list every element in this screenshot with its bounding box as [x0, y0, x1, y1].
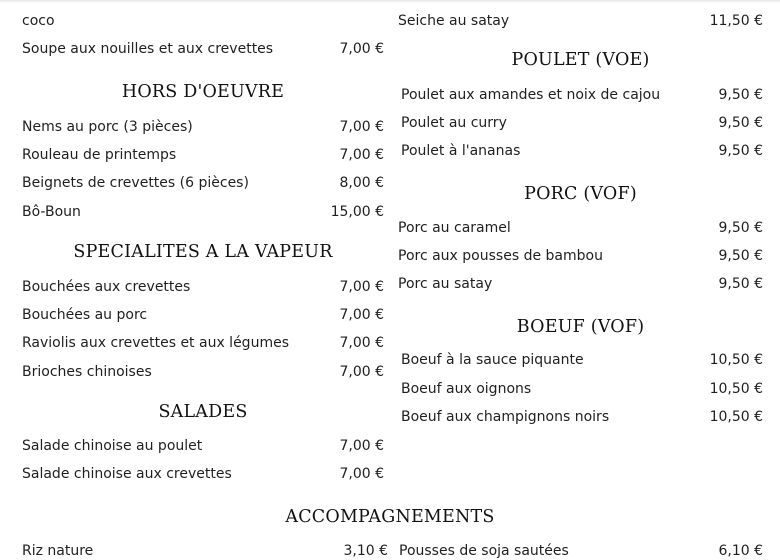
menu-item-name: Poulet au curry: [401, 115, 507, 131]
menu-item-name: Poulet aux amandes et noix de cajou: [401, 87, 661, 103]
menu-item-price: 7,00 €: [339, 438, 384, 454]
menu-item-name: Raviolis aux crevettes et aux légumes: [22, 335, 289, 351]
menu-item-name: Pousses de soja sautées: [399, 543, 569, 559]
section-title: BOEUF (VOF): [516, 317, 645, 337]
menu-item-name: Riz nature: [22, 543, 94, 559]
menu-item-price: 15,00 €: [330, 204, 384, 220]
menu-item-price: 10,50 €: [709, 409, 763, 425]
menu-item-price: 3,10 €: [343, 543, 388, 559]
menu-item-name: coco: [22, 13, 55, 29]
menu-item-price: 11,50 €: [709, 13, 763, 29]
section-title: PORC (VOF): [524, 184, 637, 204]
menu-item-price: 7,00 €: [339, 466, 384, 482]
section-title: POULET (VOE): [511, 50, 650, 70]
page-top-edge: [0, 0, 780, 3]
menu-item-name: Beignets de crevettes (6 pièces): [22, 175, 249, 191]
menu-item-name: Salade chinoise aux crevettes: [22, 466, 232, 482]
section-title: HORS D'OEUVRE: [121, 82, 285, 102]
menu-item-price: 8,00 €: [339, 175, 384, 191]
menu-item-name: Boeuf à la sauce piquante: [401, 352, 584, 368]
menu-item-name: Rouleau de printemps: [22, 147, 177, 163]
menu-item-price: 7,00 €: [339, 147, 384, 163]
section-title: SPECIALITES A LA VAPEUR: [73, 242, 333, 262]
section-title: SALADES: [158, 402, 248, 422]
menu-item-name: Soupe aux nouilles et aux crevettes: [22, 41, 274, 57]
menu-item-price: 6,10 €: [718, 543, 763, 559]
menu-item-price: 9,50 €: [718, 276, 763, 292]
menu-item-price: 9,50 €: [718, 143, 763, 159]
menu-item-name: Bô-Boun: [22, 204, 81, 220]
menu-item-price: 7,00 €: [339, 279, 384, 295]
menu-item-name: Salade chinoise au poulet: [22, 438, 203, 454]
menu-item-name: Boeuf aux oignons: [401, 381, 532, 397]
section-title: ACCOMPAGNEMENTS: [285, 507, 495, 527]
menu-item-price: 9,50 €: [718, 115, 763, 131]
menu-item-name: Poulet à l'ananas: [401, 143, 521, 159]
menu-item-price: 7,00 €: [339, 119, 384, 135]
menu-item-price: 10,50 €: [709, 381, 763, 397]
menu-item-name: Bouchées au porc: [22, 307, 148, 323]
menu-item-price: 9,50 €: [718, 220, 763, 236]
menu-item-name: Boeuf aux champignons noirs: [401, 409, 610, 425]
menu-item-name: Porc au satay: [398, 276, 493, 292]
menu-item-name: Porc au caramel: [398, 220, 511, 236]
menu-item-name: Brioches chinoises: [22, 364, 152, 380]
menu-item-price: 9,50 €: [718, 87, 763, 103]
menu-item-price: 7,00 €: [339, 335, 384, 351]
menu-item-name: Nems au porc (3 pièces): [22, 119, 193, 135]
menu-item-price: 7,00 €: [339, 307, 384, 323]
menu-item-price: 9,50 €: [718, 248, 763, 264]
menu-item-name: Bouchées aux crevettes: [22, 279, 191, 295]
menu-item-price: 7,00 €: [339, 41, 384, 57]
menu-item-price: 7,00 €: [339, 364, 384, 380]
menu-item-name: Seiche au satay: [398, 13, 510, 29]
menu-item-price: 10,50 €: [709, 352, 763, 368]
menu-item-name: Porc aux pousses de bambou: [398, 248, 603, 264]
